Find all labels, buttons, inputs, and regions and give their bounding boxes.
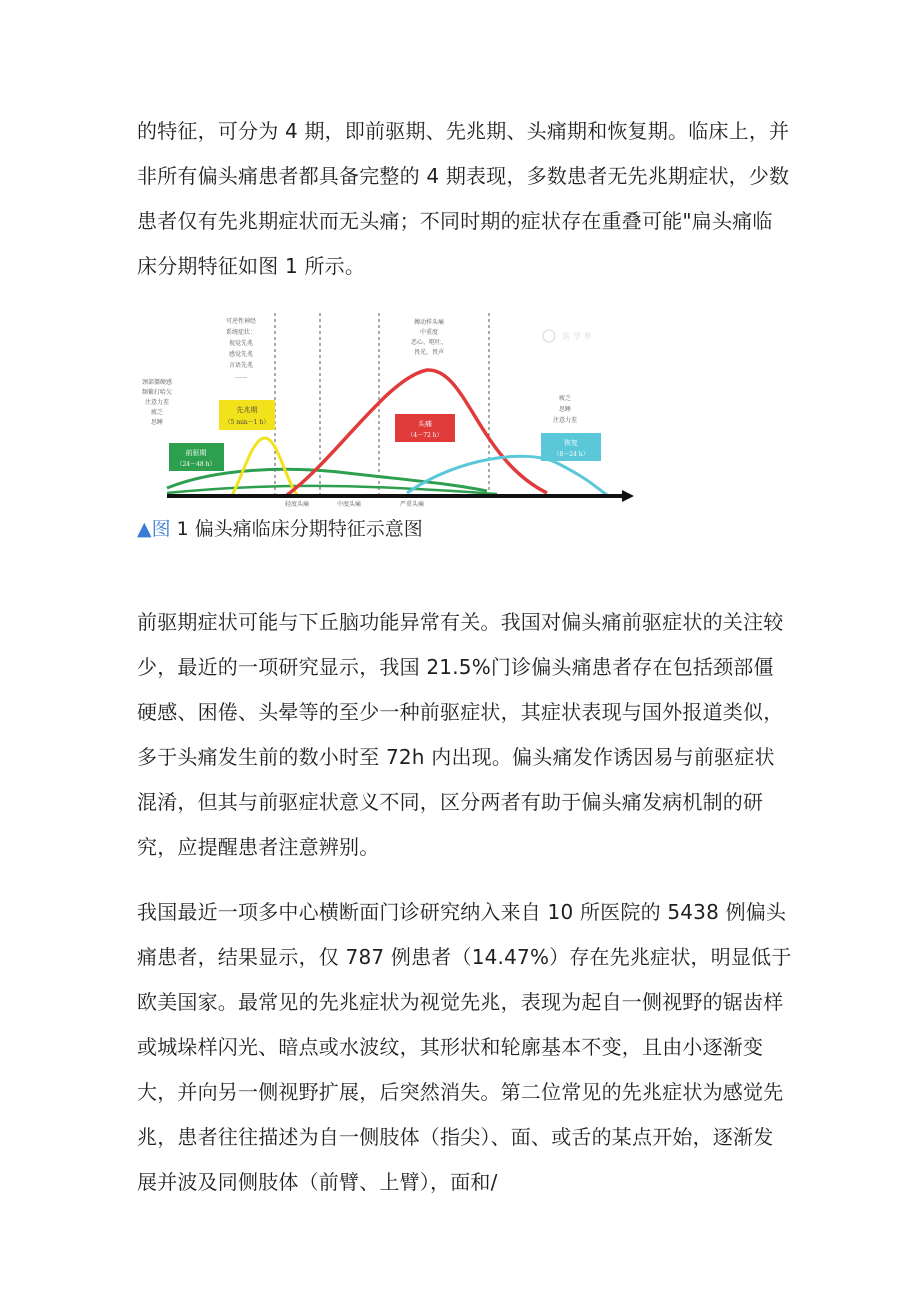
symptom-item: 恶心、呕吐、	[410, 339, 448, 346]
symptom-item: 思睡	[558, 406, 572, 413]
prodrome-symptom-list	[142, 378, 172, 426]
aura-symptom-list	[226, 317, 256, 380]
symptom-item: 言语先兆	[228, 362, 254, 369]
symptom-item: 中重度	[419, 329, 439, 336]
recovery-symptom-list	[553, 394, 577, 424]
symptom-item: 视觉先兆	[228, 340, 254, 347]
symptom-item: 可逆性神经	[225, 318, 257, 325]
symptom-item: 注意力差	[144, 399, 170, 406]
phase-box-prodrome	[169, 443, 224, 471]
migraine-phase-figure	[137, 308, 637, 508]
figure-caption	[137, 512, 423, 546]
symptom-item: 注意力差	[552, 417, 578, 424]
symptom-item: 疲乏	[150, 409, 164, 416]
caption-triangle-icon: ▲	[137, 518, 152, 540]
watermark-logo	[543, 330, 592, 342]
prodrome-curve-2	[167, 486, 497, 494]
phase-box-headache	[395, 414, 455, 442]
paragraph-aura: 我国最近一项多中心横断面门诊研究纳入来自 10 所医院的 5438 例偏头痛患者，结果显示，仅 787 例患者（14.47%）存在先兆症状，明显低于欧美国家。最常见的先兆症状为视觉先兆，表现为起自一侧视野的锯齿样或城垛样闪光、暗点或水波纹，其形状和轮廓基本不变，且由小逐渐变大，并向另一侧视野扩展，后突然消失。第二位常见的先兆症状为感觉先兆，患者往往描述为自一侧肢体（指尖）、面、或舌的某点开始，逐渐发展并波及同侧肢体（前臂、上臂），面和/	[137, 900, 792, 1194]
axis-label-moderate: 中度头痛	[336, 501, 362, 508]
paragraph-prodrome: 前驱期症状可能与下丘脑功能异常有关。我国对偏头痛前驱症状的关注较少，最近的一项研究显示，我国 21.5%门诊偏头痛患者存在包括颈部僵硬感、困倦、头晕等的至少一种前驱症状，其症状表现与国外报道类似，多于头痛发生前的数小时至 72h 内出现。偏头痛发作诱因易与前驱症状混淆，但其与前驱症状意义不同，区分两者有助于偏头痛发病机制的研究，应提醒患者注意辨别。	[137, 610, 784, 859]
symptom-item: 系统症状：	[225, 329, 257, 336]
symptom-item: 搏动样头痛	[413, 319, 445, 326]
phase-label-recovery: 恢复	[564, 439, 578, 447]
axis-label-mild: 轻度头痛	[284, 501, 310, 508]
phase-box-recovery	[541, 433, 601, 461]
phase-time-recovery: （8～24 h）	[553, 451, 589, 458]
phase-box-aura	[219, 400, 275, 430]
symptom-item: 思睡	[150, 419, 164, 426]
phase-label-headache: 头痛	[418, 420, 432, 428]
symptom-item: 感觉先兆	[228, 351, 254, 358]
caption-text: 1 偏头痛临床分期特征示意图	[170, 518, 423, 540]
phase-time-aura: （5 min～1 h）	[224, 419, 270, 426]
symptom-item: 颈部僵硬感	[141, 379, 173, 386]
axis-arrowhead	[622, 490, 634, 502]
caption-label: 图	[151, 518, 171, 540]
symptom-item: 畏光、畏声	[413, 349, 445, 356]
phase-time-headache: （4～72 h）	[407, 432, 443, 439]
symptom-item: 疲乏	[558, 395, 572, 402]
prodrome-curve	[167, 469, 487, 491]
symptom-item: 频繁打哈欠	[141, 389, 173, 396]
phase-label-prodrome: 前驱期	[185, 449, 207, 457]
axis-label-severe: 严重头痛	[399, 501, 425, 508]
watermark-text: 医 学 界	[562, 332, 592, 341]
phase-time-prodrome: （24～48 h）	[176, 461, 216, 468]
symptom-item: ……	[235, 373, 247, 380]
headache-symptom-list	[411, 318, 447, 356]
paragraph-stages: 的特征，可分为 4 期，即前驱期、先兆期、头痛期和恢复期。临床上，并非所有偏头痛患者都具备完整的 4 期表现，多数患者无先兆期症状，少数患者仅有先兆期症状而无头痛；不同时期的症状存在重叠可能"扁头痛临床分期特征如图 1 所示。	[137, 119, 790, 278]
phase-label-aura: 先兆期	[236, 406, 258, 414]
